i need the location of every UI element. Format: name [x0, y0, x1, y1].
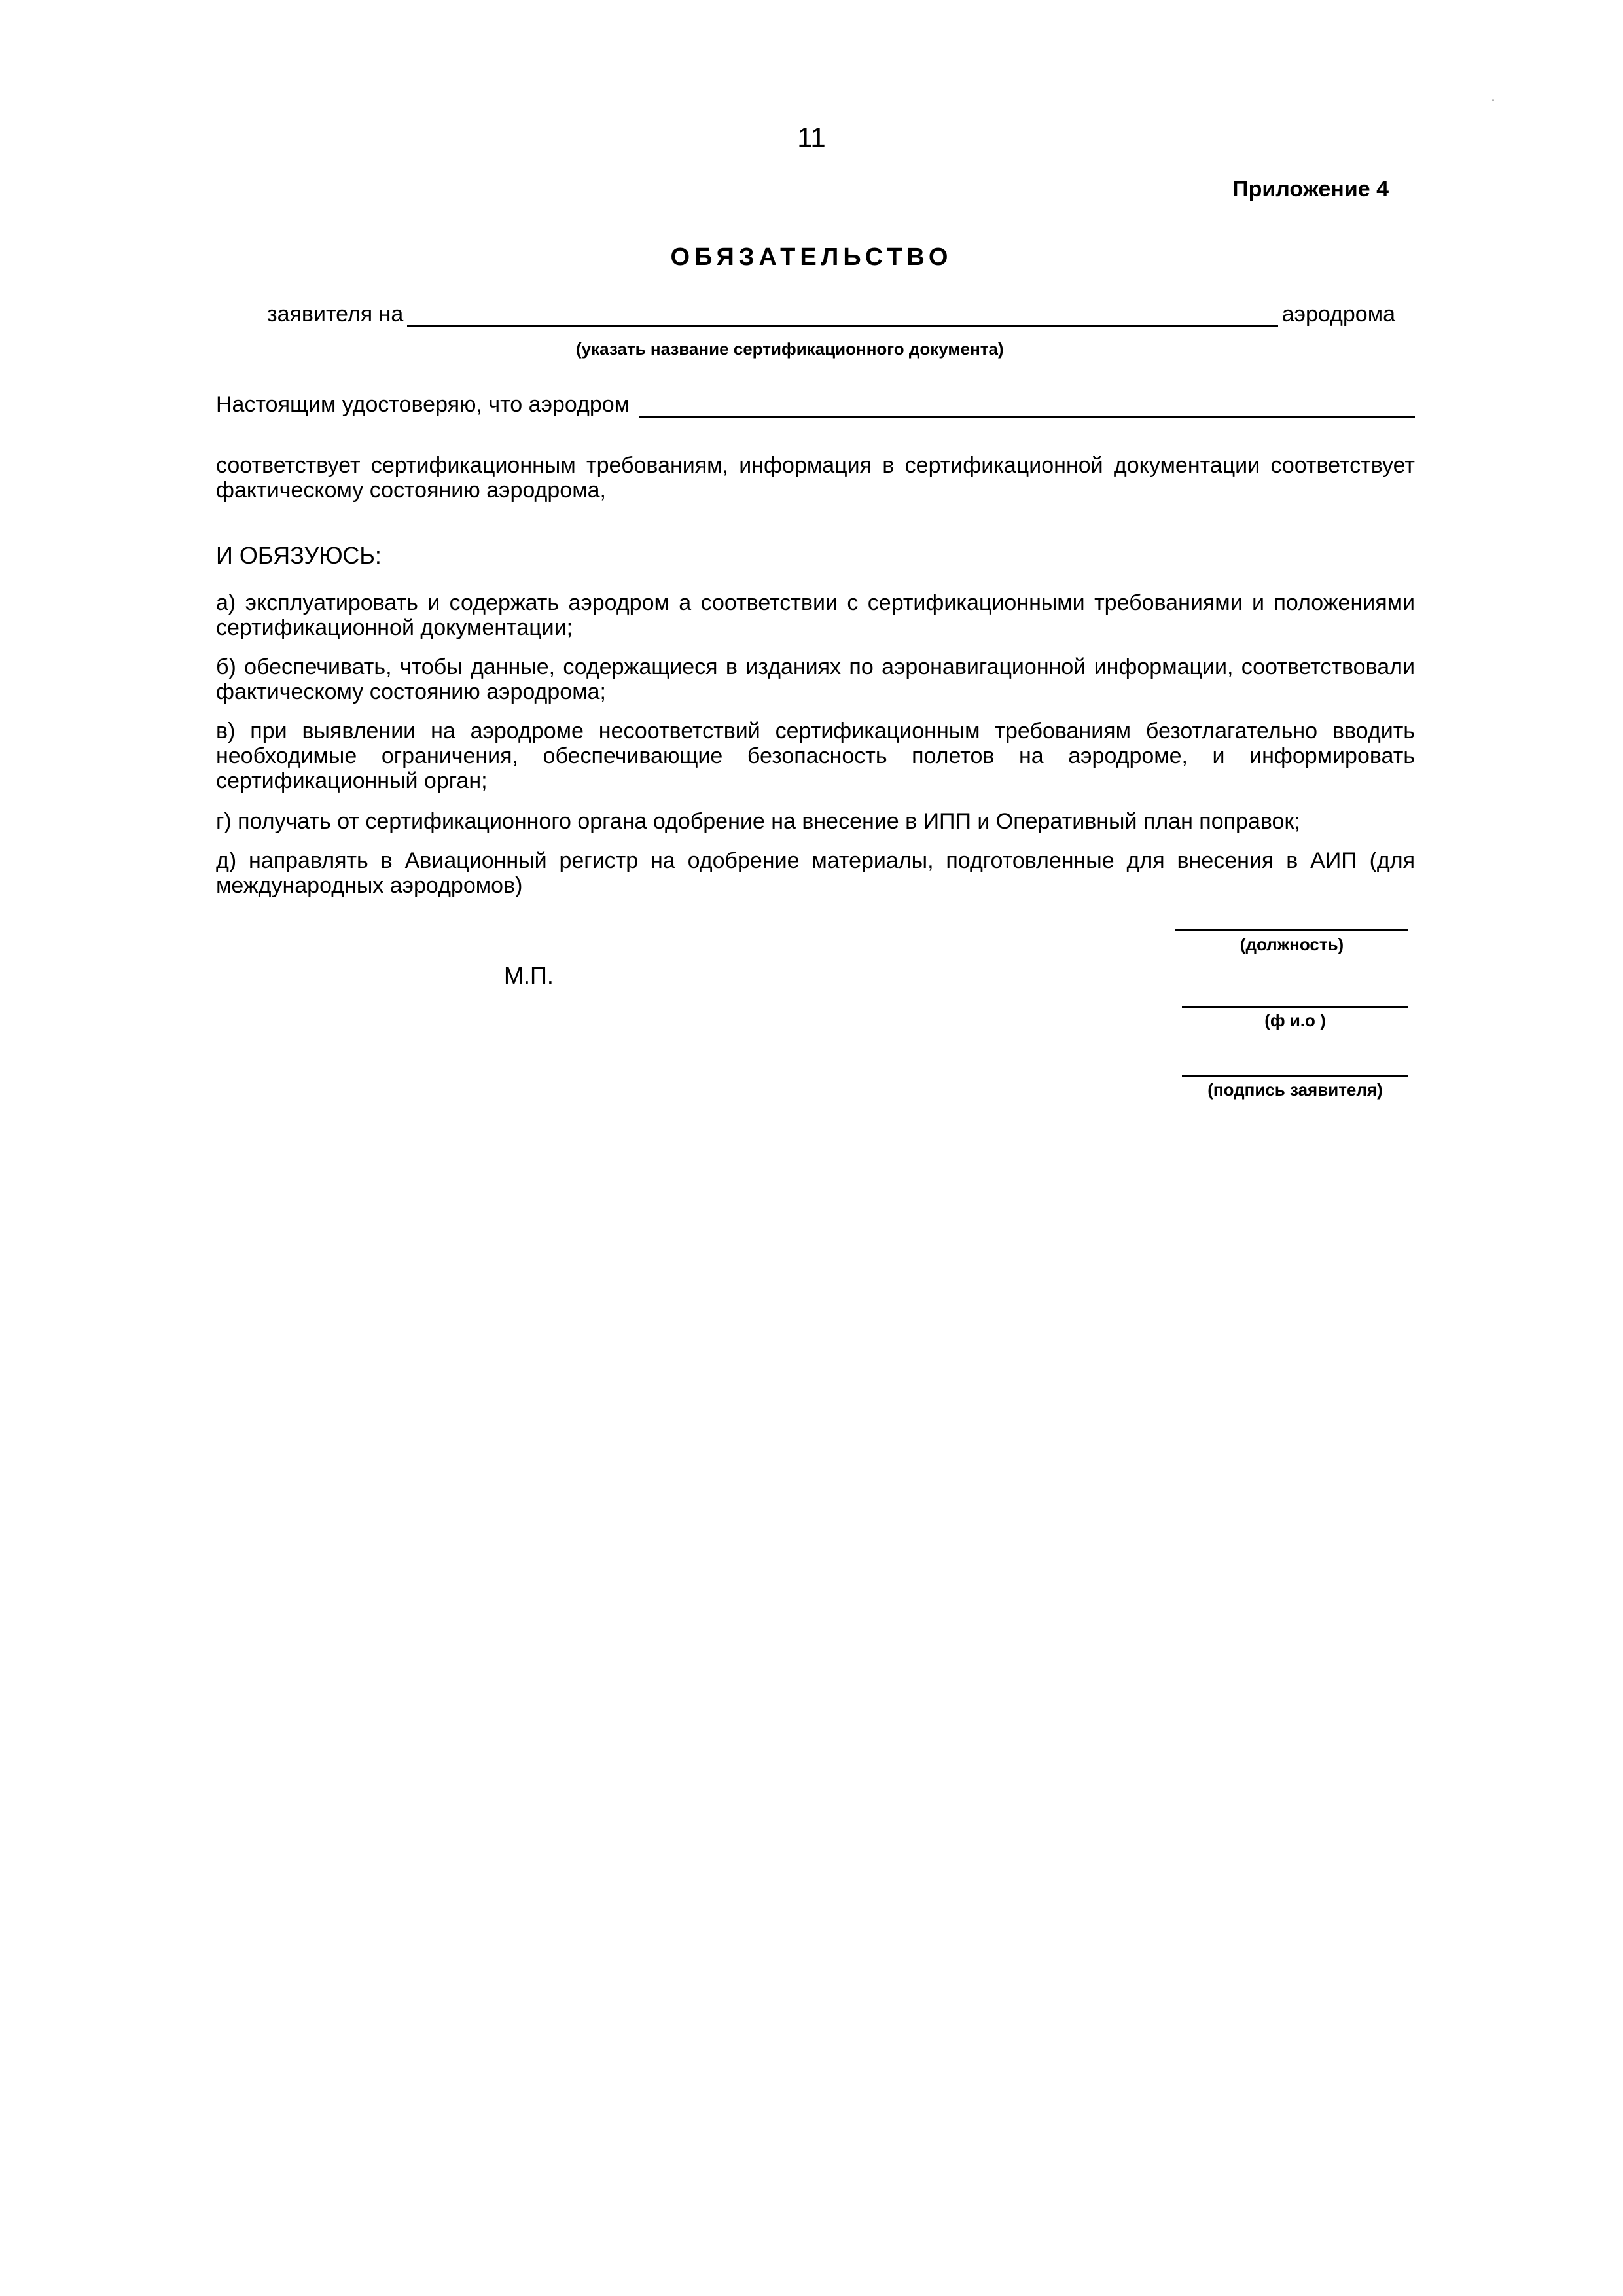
- stamp-place-label: М.П.: [504, 962, 554, 989]
- obligation-item-g: г) получать от сертификационного органа одобрение на внесение в ИПП и Оперативный план поправок;: [216, 809, 1300, 834]
- certificate-name-hint: (указать название сертификационного документа): [576, 339, 1004, 359]
- applicant-suffix: аэродрома: [1281, 302, 1395, 327]
- obligation-item-b: б) обеспечивать, чтобы данные, содержащиеся в изданиях по аэронавигационной информации, соответствовали фактическому состоянию аэродрома;: [216, 655, 1415, 704]
- applicant-row: [267, 295, 1395, 327]
- certificate-name-blank: [407, 302, 1277, 327]
- fio-line: [1182, 1006, 1408, 1008]
- position-hint: (должность): [1240, 935, 1344, 954]
- document-title: ОБЯЗАТЕЛЬСТВО: [670, 243, 953, 271]
- oblige-heading: И ОБЯЗУЮСЬ:: [216, 542, 382, 569]
- position-line: [1175, 929, 1408, 931]
- certify-row: [216, 385, 1415, 418]
- appendix-label: Приложение 4: [1232, 177, 1389, 202]
- signature-hint: (подпись заявителя): [1207, 1080, 1383, 1100]
- conformity-paragraph: соответствует сертификационным требованиям, информация в сертификационной документации соответствует фактическому состоянию аэродрома,: [216, 453, 1415, 503]
- aerodrome-name-blank: [639, 392, 1415, 418]
- obligation-item-d: д) направлять в Авиационный регистр на одобрение материалы, подготовленные для внесения в АИП (для международных аэродромов): [216, 848, 1415, 898]
- fio-hint: (ф и.о ): [1264, 1011, 1326, 1030]
- scan-speck: [1492, 99, 1494, 101]
- applicant-prefix: заявителя на: [267, 302, 404, 327]
- page-number: 11: [797, 122, 826, 152]
- certify-text: Настоящим удостоверяю, что аэродром: [216, 392, 630, 417]
- obligation-item-v: в) при выявлении на аэродроме несоответствий сертификационным требованиям безотлагательно вводить необходимые ограничения, обеспечивающие безопасность полетов на аэродроме, и информировать сертификационный орган;: [216, 719, 1415, 793]
- signature-line: [1182, 1075, 1408, 1077]
- obligation-item-a: а) эксплуатировать и содержать аэродром а соответствии с сертификационными требованиями и положениями сертификационной документации;: [216, 590, 1415, 640]
